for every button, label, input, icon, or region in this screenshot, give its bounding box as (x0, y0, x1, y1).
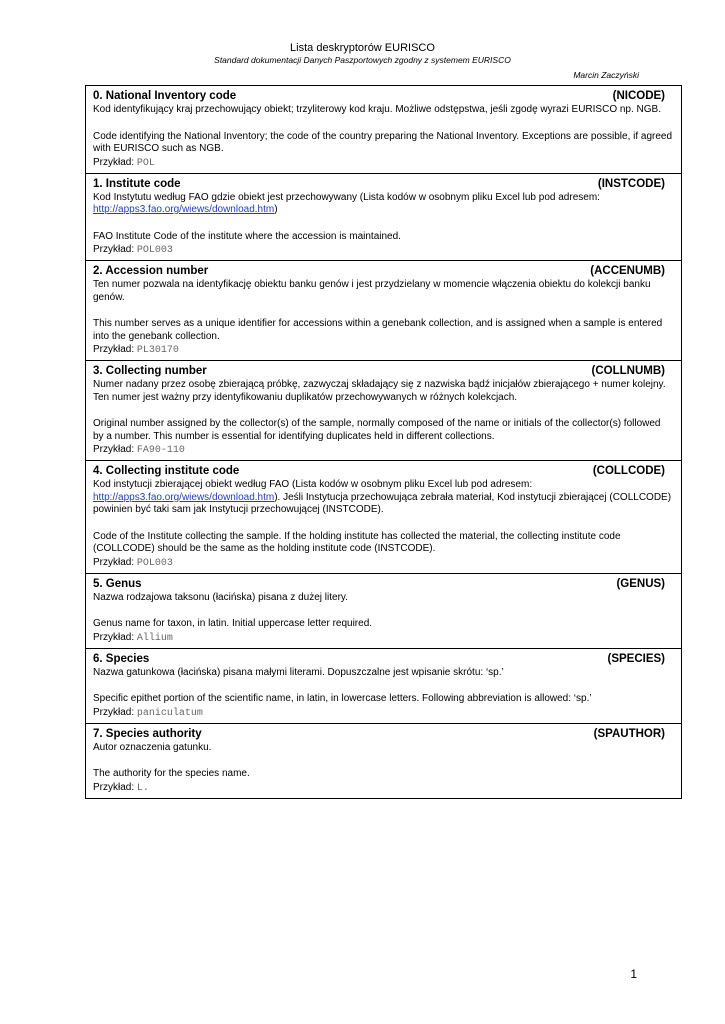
description-en: Code identifying the National Inventory; the code of the country preparing the National Inventory. Exceptions are possible, if agreed with EURISCO such as NGB. (93, 130, 673, 154)
descriptor-code: (COLLCODE) (592, 465, 665, 477)
descriptor-entry-accenumb (86, 260, 681, 360)
descriptor-title: 6. Species (93, 652, 150, 665)
description-pl: Kod identyfikujący kraj przechowujący obiekt; trzyliterowy kod kraju. Możliwe odstępstwa, jeśli zgodę wyrazi EURISCO np. NGB. (93, 104, 661, 115)
description-en: This number serves as a unique identifier for accessions within a genebank collection, and is assigned when a sample is entered into the genebank collection. (93, 318, 663, 342)
example-label: Przykład: (93, 781, 135, 793)
page-number: 1 (630, 967, 637, 981)
example-value: L. (136, 782, 149, 794)
descriptor-title: 0. National Inventory code (93, 90, 237, 102)
example-row (93, 631, 673, 645)
example-value: POL003 (136, 557, 173, 569)
example-row (93, 343, 673, 357)
description-pl: Ten numer pozwala na identyfikację obiektu banku genów i jest przydzielany w momencie włączenia obiektu do kolekcji banku genów. (93, 279, 651, 303)
descriptor-title: 5. Genus (93, 577, 142, 590)
example-row (93, 556, 673, 570)
example-label: Przykład: (93, 631, 135, 643)
example-label: Przykład: (93, 706, 135, 718)
example-label: Przykład: (93, 244, 135, 255)
description-en: Code of the Institute collecting the sample. If the holding institute has collected the material, the collecting institute code (COLLCODE) should be the same as the holding institute code (INSTCODE). (93, 530, 621, 554)
example-row (93, 443, 673, 457)
descriptor-table (85, 85, 682, 799)
descriptor-title: 4. Collecting institute code (93, 465, 240, 477)
example-value: POL (136, 157, 155, 169)
descriptor-entry-genus (86, 573, 681, 648)
descriptor-title: 2. Accession number (93, 265, 209, 277)
descriptor-entry-species (86, 648, 681, 723)
descriptor-code: (GENUS) (616, 577, 665, 590)
description-pl: Nazwa gatunkowa (łacińska) pisana małymi literami. Dopuszczalne jest wpisanie skrótu: ‘sp.’ (93, 666, 504, 678)
description-en: Original number assigned by the collector(s) of the sample, normally composed of the name or initials of the collector(s) followed by a number. This number is essential for identifying duplicates held in different collections. (93, 418, 661, 442)
descriptor-code: (INSTCODE) (597, 177, 665, 190)
description-pl: Nazwa rodzajowa taksonu (łacińska) pisana z dużej litery. (93, 591, 348, 603)
example-label: Przykład: (93, 156, 135, 168)
fao-download-link[interactable]: http://apps3.fao.org/wiews/download.htm (93, 491, 275, 503)
example-value: POL003 (136, 245, 173, 256)
example-label: Przykład: (93, 444, 135, 455)
document-subtitle: Standard dokumentacji Danych Paszportowych zgodny z systemem EURISCO (214, 55, 511, 65)
description-en: Genus name for taxon, in latin. Initial uppercase letter required. (93, 618, 373, 629)
example-label: Przykład: (93, 556, 135, 568)
descriptor-code: (NICODE) (612, 90, 665, 102)
example-row (93, 781, 673, 795)
example-value: PL30170 (136, 345, 179, 356)
example-row (93, 243, 673, 257)
description-pl: Autor oznaczenia gatunku. (93, 741, 212, 753)
descriptor-entry-collnumb (86, 360, 681, 460)
description-en: Specific epithet portion of the scientific name, in latin, in lowercase letters. Following abbreviation is allowed: ‘sp.’ (93, 693, 592, 704)
descriptor-entry-nicode (86, 86, 681, 173)
example-value: paniculatum (136, 707, 203, 719)
descriptor-title: 1. Institute code (93, 177, 181, 190)
description-pl: Kod instytucji zbierającej obiekt według FAO (Lista kodów w osobnym pliku Excel lub pod adresem: http://apps3.fao.org/wiews/download.htm). Jeśli Instytucja przechowująca zebrała materiał, Kod instytucji zbierającej (COLLCODE) powinien być taki sam jak Instytucji przechowującej (INSTCODE). (93, 479, 672, 515)
fao-download-link[interactable]: http://apps3.fao.org/wiews/download.htm (93, 204, 275, 215)
descriptor-title: 3. Collecting number (93, 365, 207, 377)
example-value: FA90-110 (136, 445, 185, 456)
description-pl: Numer nadany przez osobę zbierającą próbkę, zazwyczaj składający się z nazwiska bądź inicjałów zbierającego + numer kolejny. Ten numer jest ważny przy identyfikowaniu duplikatów przechowywanych w różnych kolekcjach. (93, 379, 666, 403)
example-value: Allium (136, 632, 173, 644)
example-label: Przykład: (93, 344, 135, 355)
description-pl: Kod Instytutu według FAO gdzie obiekt jest przechowywany (Lista kodów w osobnym pliku Excel lub pod adresem: http://apps3.fao.org/wiews/download.htm) (93, 191, 600, 215)
page-header (0, 42, 725, 80)
descriptor-code: (SPAUTHOR) (593, 727, 665, 740)
descriptor-entry-instcode (86, 173, 681, 261)
example-row (93, 156, 673, 170)
descriptor-code: (SPECIES) (607, 652, 665, 665)
description-en: The authority for the species name. (93, 768, 250, 779)
descriptor-code: (ACCENUMB) (590, 265, 665, 277)
descriptor-code: (COLLNUMB) (591, 365, 665, 377)
example-row (93, 706, 673, 720)
descriptor-entry-spauthor (86, 723, 681, 798)
descriptor-entry-collcode (86, 460, 681, 573)
descriptor-title: 7. Species authority (93, 727, 202, 740)
description-en: FAO Institute Code of the institute where the accession is maintained. (93, 230, 401, 242)
author-name: Marcin Zaczyński (573, 70, 639, 80)
document-title: Lista deskryptorów EURISCO (290, 42, 435, 54)
